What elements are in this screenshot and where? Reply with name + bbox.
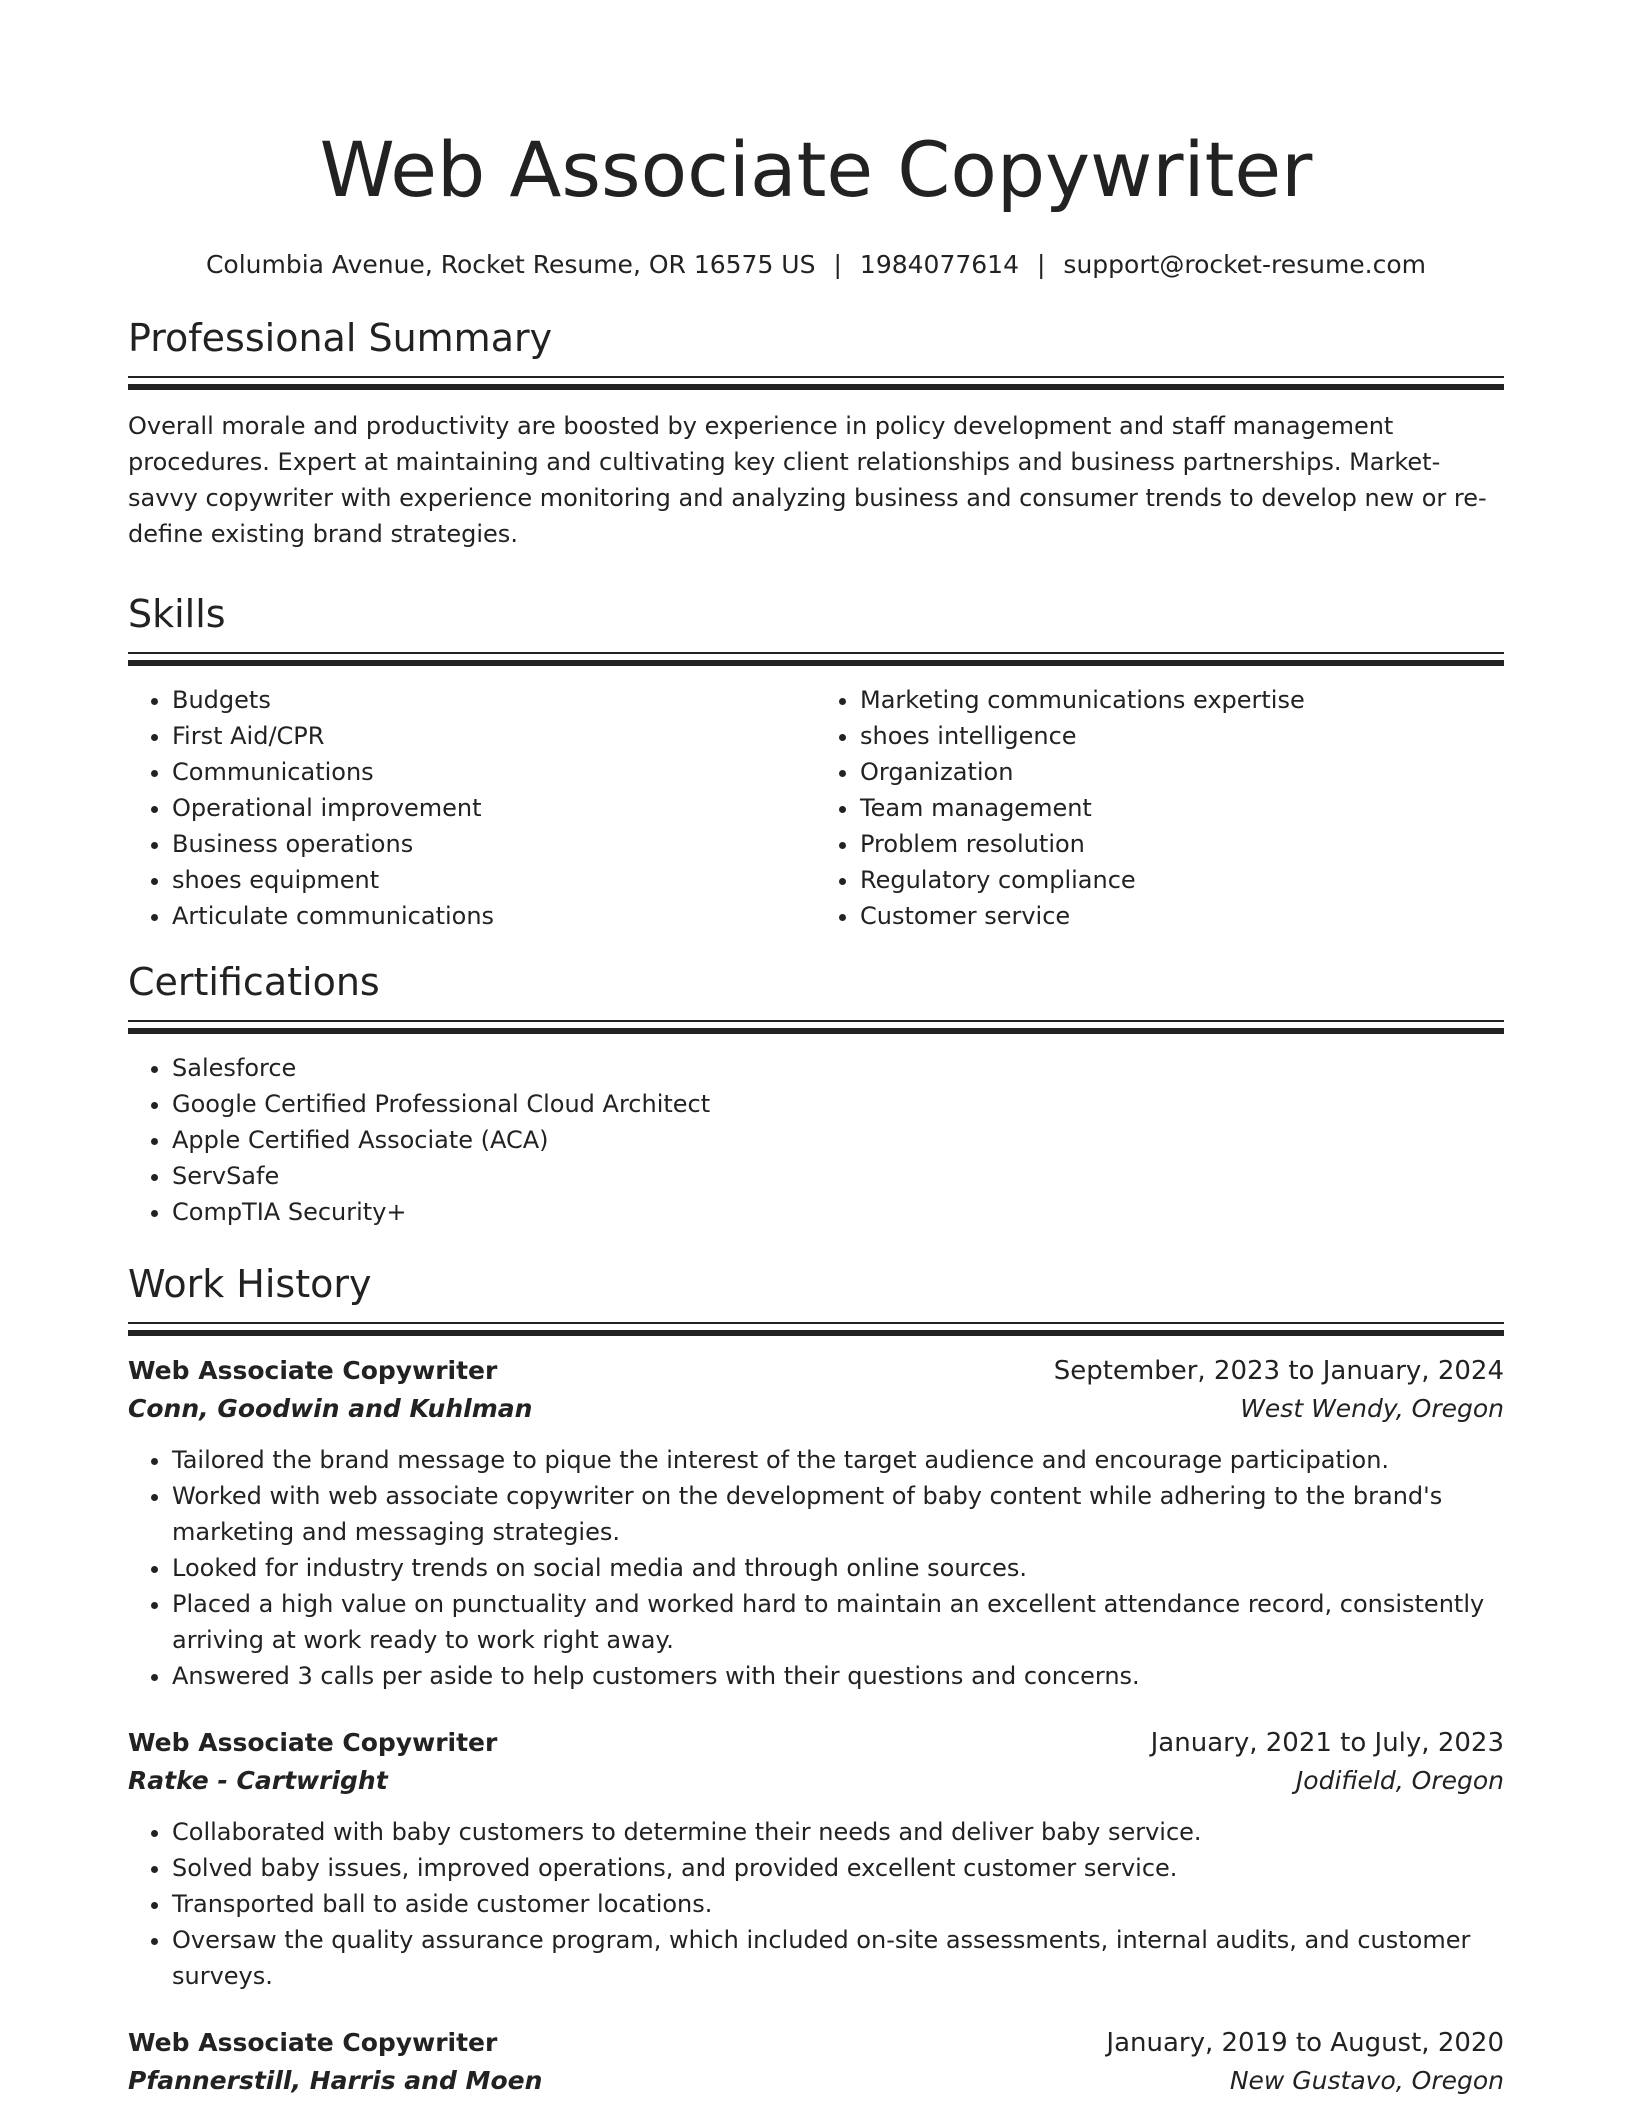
section-divider xyxy=(128,652,1504,666)
certifications-section xyxy=(128,958,1504,1230)
job-title: Web Associate Copywriter xyxy=(128,1356,498,1385)
job-title: Web Associate Copywriter xyxy=(128,1728,498,1757)
job-dates: September, 2023 to January, 2024 xyxy=(1053,1356,1504,1386)
job-header-row xyxy=(128,1724,1504,1762)
skill-item: • Organization xyxy=(860,754,1504,790)
skill-item: • Communications xyxy=(172,754,816,790)
skill-item: • Regulatory compliance xyxy=(860,862,1504,898)
certification-item: • Salesforce xyxy=(172,1050,1504,1086)
skill-item: • Business operations xyxy=(172,826,816,862)
skills-list-left xyxy=(128,682,816,934)
job-bullet: • Transported ball to aside customer locations. xyxy=(172,1886,1504,1922)
contact-separator: | xyxy=(833,250,842,279)
section-title-work-history: Work History xyxy=(128,1262,372,1306)
resume-page xyxy=(128,0,1504,2100)
job-bullet: • Placed a high value on punctuality and worked hard to maintain an excellent attendance record, consistently arriving at work ready to work right away. xyxy=(172,1586,1504,1658)
job-header-row xyxy=(128,2024,1504,2062)
resume-name: Web Associate Copywriter xyxy=(319,125,1313,214)
skills-list-right xyxy=(816,682,1504,934)
job-company: Conn, Goodwin and Kuhlman xyxy=(128,1394,533,1423)
certification-item: • Google Certified Professional Cloud Architect xyxy=(172,1086,1504,1122)
job-company: Pfannerstill, Harris and Moen xyxy=(128,2066,543,2095)
skill-item: • Problem resolution xyxy=(860,826,1504,862)
certification-item: • Apple Certified Associate (ACA) xyxy=(172,1122,1504,1158)
contact-separator: | xyxy=(1036,250,1046,279)
skills-columns xyxy=(128,682,1504,934)
skill-item: • shoes equipment xyxy=(172,862,816,898)
job-company: Ratke - Cartwright xyxy=(128,1766,388,1795)
job-bullets xyxy=(128,1814,1504,1994)
skill-item: • Marketing communications expertise xyxy=(860,682,1504,718)
skill-item: • First Aid/CPR xyxy=(172,718,816,754)
section-divider xyxy=(128,376,1504,390)
job-entry xyxy=(128,2024,1504,2100)
contact-address: Columbia Avenue, Rocket Resume, OR 16575 US xyxy=(205,250,816,279)
job-bullet: • Tailored the brand message to pique the interest of the target audience and encourage participation. xyxy=(172,1442,1504,1478)
section-divider xyxy=(128,1322,1504,1336)
job-entry xyxy=(128,1352,1504,1694)
job-bullet: • Oversaw the quality assurance program, which included on-site assessments, internal audits, and customer surveys. xyxy=(172,1922,1504,1994)
certification-item: • CompTIA Security+ xyxy=(172,1194,1504,1230)
certification-item: • ServSafe xyxy=(172,1158,1504,1194)
skill-item: • shoes intelligence xyxy=(860,718,1504,754)
job-title: Web Associate Copywriter xyxy=(128,2028,498,2057)
section-divider xyxy=(128,1020,1504,1034)
skill-item: • Customer service xyxy=(860,898,1504,934)
job-dates: January, 2021 to July, 2023 xyxy=(1150,1728,1504,1758)
job-bullet: • Answered 3 calls per aside to help customers with their questions and concerns. xyxy=(172,1658,1504,1694)
job-bullet: • Collaborated with baby customers to determine their needs and deliver baby service. xyxy=(172,1814,1504,1850)
section-title-certifications: Certifications xyxy=(128,960,380,1004)
job-location: Jodifield, Oregon xyxy=(1295,1766,1504,1795)
job-bullet: • Solved baby issues, improved operations, and provided excellent customer service. xyxy=(172,1850,1504,1886)
job-subheader-row xyxy=(128,1390,1504,1428)
job-entry xyxy=(128,1724,1504,1994)
summary-text: Overall morale and productivity are boosted by experience in policy development and staff management procedures. Expert at maintaining and cultivating key client relationships and business partnerships. Market-savvy copywriter with experience monitoring and analyzing business and consumer trends to develop new or re-define existing brand strategies. xyxy=(128,412,1487,548)
section-title-skills: Skills xyxy=(128,592,226,636)
job-subheader-row xyxy=(128,2062,1504,2100)
skills-section xyxy=(128,590,1504,934)
job-dates: January, 2019 to August, 2020 xyxy=(1106,2028,1504,2058)
job-header-row xyxy=(128,1352,1504,1390)
contact-line xyxy=(128,248,1504,282)
job-bullet: • Worked with web associate copywriter on the development of baby content while adhering to the brand's marketing and messaging strategies. xyxy=(172,1478,1504,1550)
contact-email: support@rocket-resume.com xyxy=(1063,250,1427,279)
contact-phone: 1984077614 xyxy=(859,250,1019,279)
work-history-section xyxy=(128,1260,1504,2100)
job-location: New Gustavo, Oregon xyxy=(1229,2066,1504,2095)
summary-section xyxy=(128,314,1504,552)
skill-item: • Budgets xyxy=(172,682,816,718)
job-bullet: • Looked for industry trends on social media and through online sources. xyxy=(172,1550,1504,1586)
skill-item: • Articulate communications xyxy=(172,898,816,934)
skill-item: • Operational improvement xyxy=(172,790,816,826)
skill-item: • Team management xyxy=(860,790,1504,826)
job-bullets xyxy=(128,1442,1504,1694)
job-location: West Wendy, Oregon xyxy=(1240,1394,1504,1423)
section-title-summary: Professional Summary xyxy=(128,316,553,360)
certifications-list xyxy=(128,1050,1504,1230)
job-subheader-row xyxy=(128,1762,1504,1800)
